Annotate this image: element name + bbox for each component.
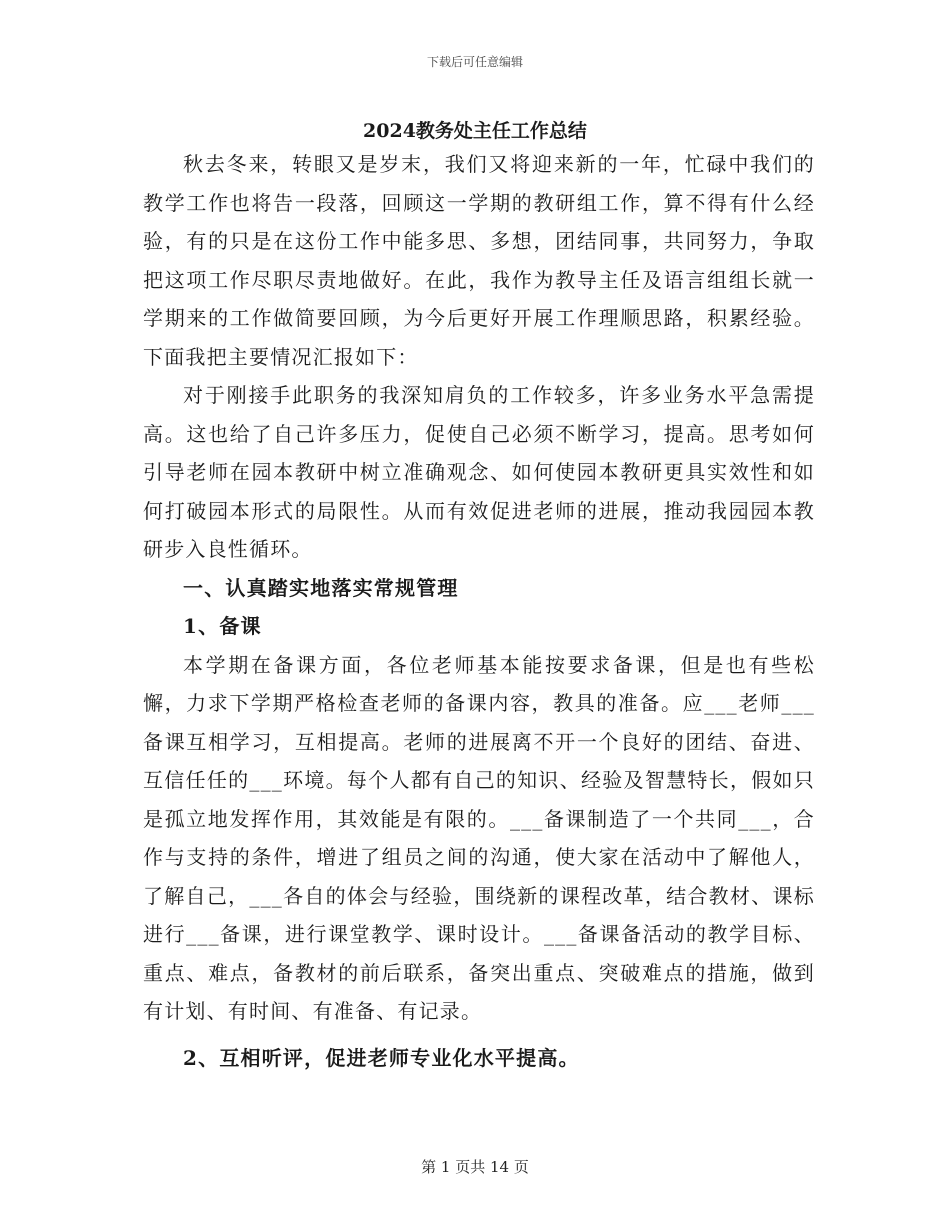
intro-paragraph-2: 对于刚接手此职务的我深知肩负的工作较多，许多业务水平急需提高。这也给了自己许多压力，促使自己必须不断学习，提高。思考如何引导老师在园本教研中树立准确观念、如何使园本教研更具实效性和如何打破园本形式的局限性。从而有效促进老师的进展，推动我园园本教研步入良性循环。 [143,383,815,561]
subsection-body-1: 本学期在备课方面，各位老师基本能按要求备课，但是也有些松懈，力求下学期严格检查老师的备课内容，教具的准备。应___老师___备课互相学习，互相提高。老师的进展离不开一个良好的团结、奋进、互信任任的___环境。每个人都有自己的知识、经验及智慧特长，假如只是孤立地发挥作用，其效能是有限的。___备课制造了一个共同___，合作与支持的条件，增进了组员之间的沟通，使大家在活动中了解他人，了解自己，___各自的体会与经验，围绕新的课程改革，结合教材、课标进行___备课，进行课堂教学、课时设计。___备课备活动的教学目标、重点、难点，备教材的前后联系，备突出重点、突破难点的措施，做到有计划、有时间、有准备、有记录。 [143,652,815,1023]
subsection-heading-1: 1、备课 [183,614,262,638]
document-title: 2024教务处主任工作总结 [363,120,587,142]
document-body [143,145,815,1077]
subsection-heading-2: 2、互相听评，促进老师专业化水平提高。 [183,1045,580,1070]
page-footer: 第 1 页共 14 页 [421,1158,529,1176]
section-heading-1: 一、认真踏实地落实常规管理 [183,575,459,600]
intro-paragraph-1: 秋去冬来，转眼又是岁末，我们又将迎来新的一年，忙碌中我们的教学工作也将告一段落，回顾这一学期的教研组工作，算不得有什么经验，有的只是在这份工作中能多思、多想，团结同事，共同努力，争取把这项工作尽职尽责地做好。在此，我作为教导主任及语言组组长就一学期来的工作做简要回顾，为今后更好开展工作理顺思路，积累经验。下面我把主要情况汇报如下： [143,152,815,369]
header-note: 下载后可任意编辑 [426,55,523,69]
